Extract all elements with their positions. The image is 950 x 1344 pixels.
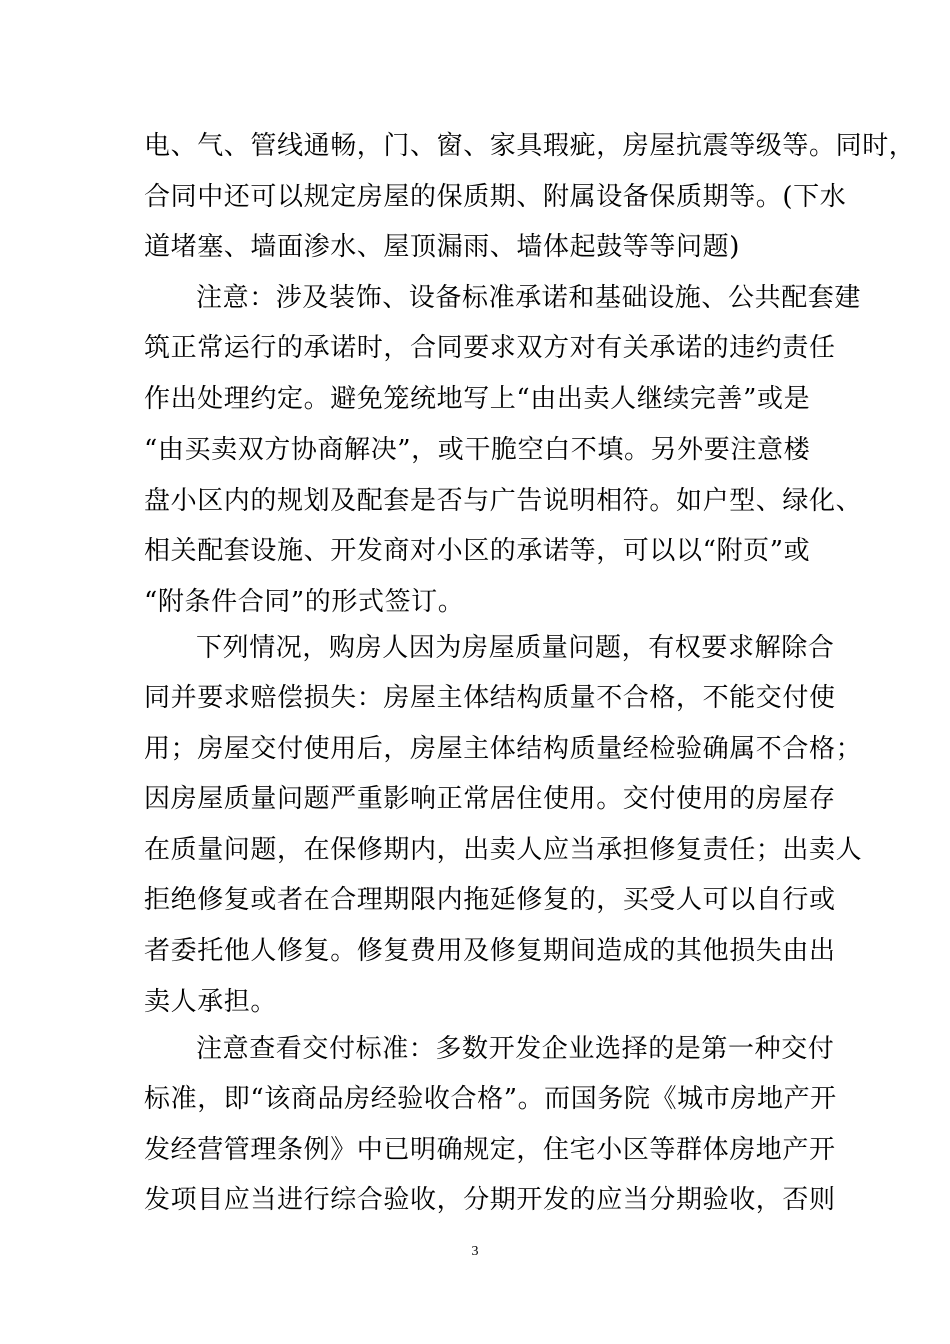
text-line: “附条件合同”的形式签订。 [144, 587, 465, 617]
text-line: “由买卖双方协商解决”，或干脆空白不填。另外要注意楼 [144, 435, 811, 465]
text-line: 发项目应当进行综合验收，分期开发的应当分期验收，否则 [144, 1185, 836, 1215]
page-number: 3 [471, 1244, 479, 1259]
text-line: 相关配套设施、开发商对小区的承诺等，可以以“附页”或 [144, 536, 811, 566]
text-line: 合同中还可以规定房屋的保质期、附属设备保质期等。(下水 [144, 182, 847, 212]
text-line: 作出处理约定。避免笼统地写上“由出卖人继续完善”或是 [144, 384, 811, 414]
text-line: 在质量问题，在保修期内，出卖人应当承担修复责任；出卖人 [144, 835, 863, 865]
text-line: 用；房屋交付使用后，房屋主体结构质量经检验确属不合格； [144, 734, 863, 764]
text-line: 电、气、管线通畅，门、窗、家具瑕疵，房屋抗震等级等。同时， [144, 131, 916, 161]
paragraph-start-line: 下列情况，购房人因为房屋质量问题，有权要求解除合 [196, 633, 835, 663]
text-line: 盘小区内的规划及配套是否与广告说明相符。如户型、绿化、 [144, 486, 863, 516]
text-line: 卖人承担。 [144, 987, 278, 1017]
text-line: 者委托他人修复。修复费用及修复期间造成的其他损失由出 [144, 936, 836, 966]
text-line: 因房屋质量问题严重影响正常居住使用。交付使用的房屋存 [144, 784, 836, 814]
paragraph-start-line: 注意查看交付标准：多数开发企业选择的是第一种交付 [196, 1034, 835, 1064]
text-line: 同并要求赔偿损失：房屋主体结构质量不合格，不能交付使 [144, 683, 836, 713]
text-line: 筑正常运行的承诺时，合同要求双方对有关承诺的违约责任 [144, 333, 836, 363]
text-line: 拒绝修复或者在合理期限内拖延修复的，买受人可以自行或 [144, 885, 836, 915]
text-line: 标准，即“该商品房经验收合格”。而国务院《城市房地产开 [144, 1084, 837, 1114]
text-line: 道堵塞、墙面渗水、屋顶漏雨、墙体起鼓等等问题) [144, 232, 740, 262]
text-line: 发经营管理条例》中已明确规定，住宅小区等群体房地产开 [144, 1135, 836, 1165]
paragraph-start-line: 注意：涉及装饰、设备标准承诺和基础设施、公共配套建 [196, 283, 862, 313]
